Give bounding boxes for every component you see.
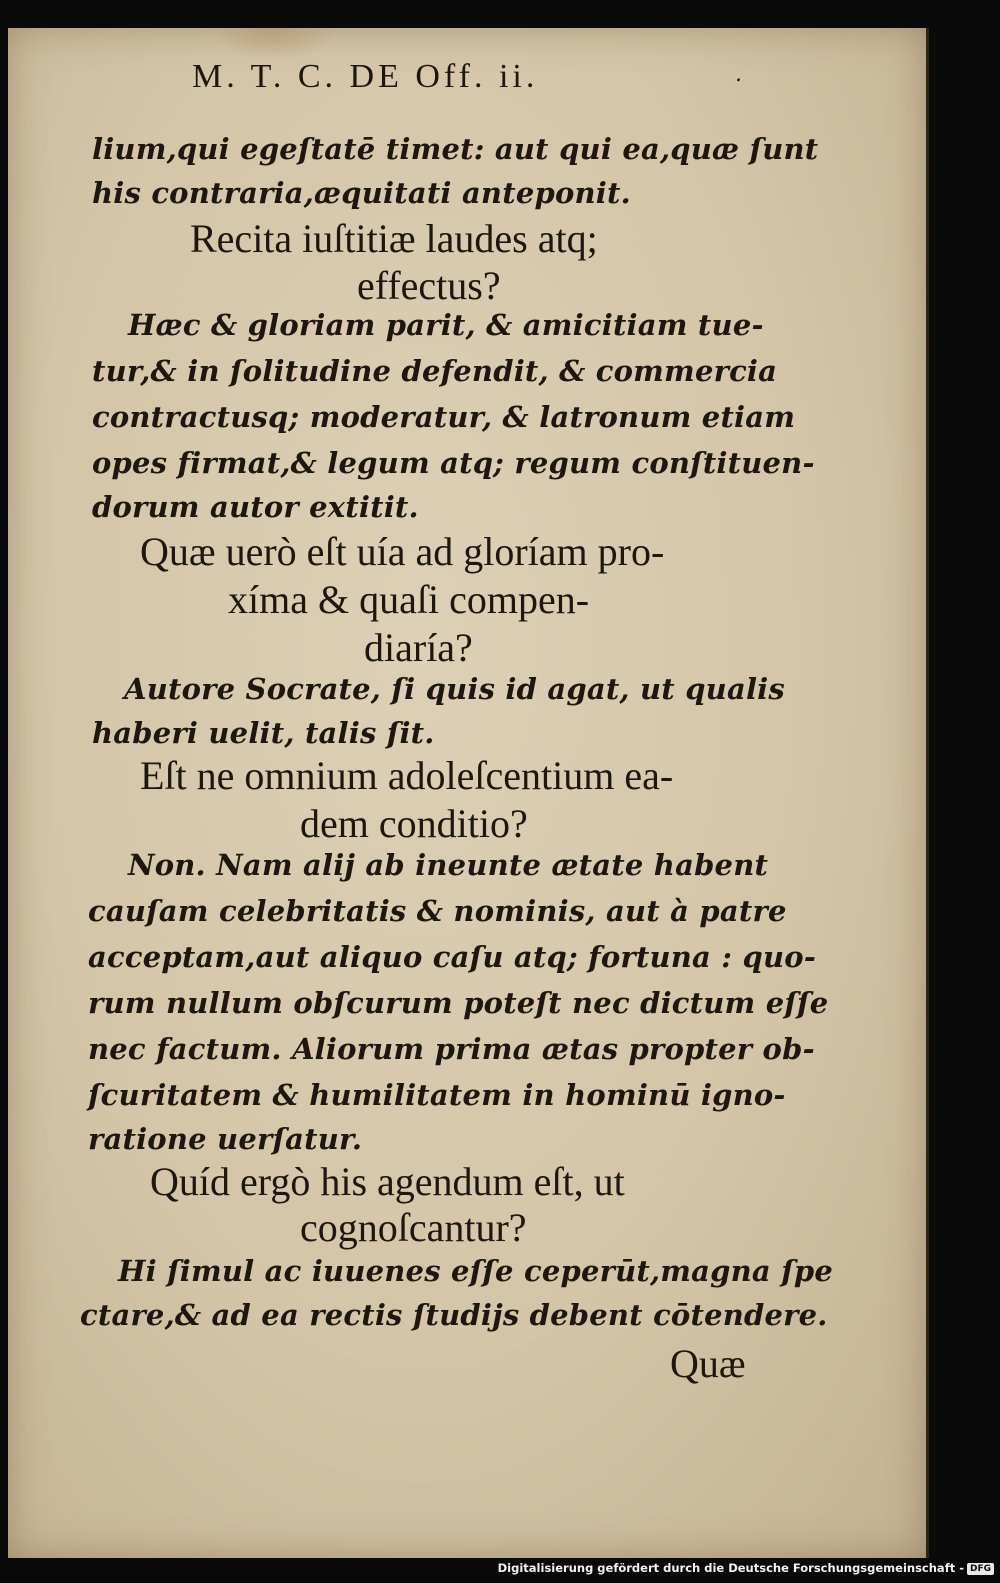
text-line: acceptam,aut aliquo caſu atq; fortuna : quo- xyxy=(88,940,817,974)
text-line: dorum autor extitit. xyxy=(92,490,419,524)
question-line: diaría? xyxy=(364,625,473,670)
question-line: effectus? xyxy=(357,263,501,308)
text-line: tur,& in ſolitudine defendit, & commercia xyxy=(92,354,778,388)
question-line: cognoſcantur? xyxy=(300,1205,527,1250)
question-line: xíma & quaſi compen- xyxy=(228,577,590,622)
text-line: contractusq; moderatur, & latronum etiam xyxy=(92,400,796,434)
text-line: Autore Socrate, ſi quis id agat, ut qualis xyxy=(124,672,785,706)
text-line: Non. Nam alij ab ineunte ætate habent xyxy=(128,848,769,882)
text-line: nec factum. Aliorum prima ætas propter ob- xyxy=(88,1032,815,1066)
question-line: dem conditio? xyxy=(300,801,528,846)
question-line: Quæ uerò eſt uía ad gloríam pro- xyxy=(140,529,665,574)
text-line: Hi ſimul ac iuuenes eſſe ceperūt,magna ſpe xyxy=(118,1254,833,1288)
text-line: cauſam celebritatis & nominis, aut à patre xyxy=(88,894,787,928)
text-line: ratione uerſatur. xyxy=(88,1122,363,1156)
text-line: his contraria,æquitati anteponit. xyxy=(92,176,631,210)
funding-credit-text: Digitalisierung gefördert durch die Deutsche Forschungsgemeinschaft - xyxy=(497,1561,964,1575)
running-head: M. T. C. DE Off. ii. xyxy=(192,58,539,95)
text-line: ctare,& ad ea rectis ſtudijs debent cōtendere. xyxy=(80,1298,828,1332)
dfg-logo: DFG xyxy=(967,1563,994,1575)
text-line: haberi uelit, talis ſit. xyxy=(92,716,435,750)
question-line: Quíd ergò his agendum eſt, ut xyxy=(150,1159,625,1204)
catchword: Quæ xyxy=(670,1341,746,1386)
question-line: Eſt ne omnium adoleſcentium ea- xyxy=(140,753,674,798)
text-line: lium,qui egeſtatē timet: aut qui ea,quæ ſunt xyxy=(92,132,819,166)
paper-stain xyxy=(213,28,333,58)
text-line: opes firmat,& legum atq; regum conſtituen- xyxy=(92,446,815,480)
funding-credit xyxy=(498,1561,994,1579)
text-line: Hæc & gloriam parit, & amicitiam tue- xyxy=(128,308,764,342)
text-line: rum nullum obſcurum poteſt nec dictum eſſe xyxy=(88,986,829,1020)
question-line: Recita iuſtitiæ laudes atq; xyxy=(190,216,598,261)
text-line: ſcuritatem & humilitatem in hominū igno- xyxy=(88,1078,786,1112)
folio-mark: . xyxy=(735,62,742,87)
